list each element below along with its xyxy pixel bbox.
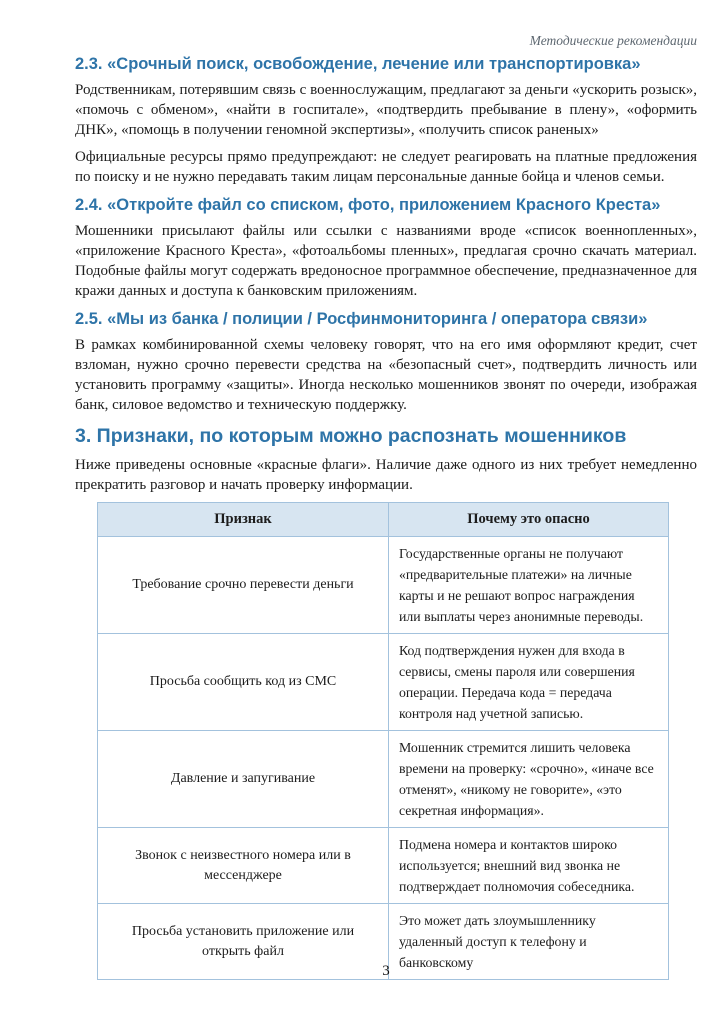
running-header-title: Методические рекомендации xyxy=(529,33,697,48)
table-row xyxy=(98,537,669,634)
table-cell-sign: Просьба установить приложение или открыть файл xyxy=(98,904,389,980)
table-header-row xyxy=(98,503,669,537)
table-row xyxy=(98,828,669,904)
section-2-3-paragraph-2: Официальные ресурсы прямо предупреждают: не следует реагировать на платные предложения по поиску и не нужно передавать таким лицам персональные данные бойца и членов семьи. xyxy=(75,149,697,185)
section-2-3-heading: 2.3. «Срочный поиск, освобождение, лечение или транспортировка» xyxy=(75,55,641,73)
table-cell-why: Код подтверждения нужен для входа в сервисы, смены пароля или совершения операции. Передача кода = передача контроля над учетной записью. xyxy=(389,634,669,731)
table-row xyxy=(98,731,669,828)
fraud-signs-table xyxy=(97,502,669,980)
section-3-intro-paragraph: Ниже приведены основные «красные флаги». Наличие даже одного из них требует немедленно прекратить разговор и начать проверку информации. xyxy=(75,457,697,493)
table-cell-sign: Звонок с неизвестного номера или в мессенджере xyxy=(98,828,389,904)
section-2-4-paragraph-1: Мошенники присылают файлы или ссылки с названиями вроде «список военнопленных», «приложение Красного Креста», «фотоальбомы пленных», предлагая срочно скачать материал. Подобные файлы могут содержать вредоносное программное обеспечение, предназначенное для кражи данных и доступа к банковским приложениям. xyxy=(75,223,697,299)
table-header-cell-why: Почему это опасно xyxy=(389,503,669,537)
table-cell-why: Государственные органы не получают «предварительные платежи» на личные карты и не решают вопрос награждения или выплаты через анонимные переводы. xyxy=(389,537,669,634)
table-cell-sign: Давление и запугивание xyxy=(98,731,389,828)
table-cell-why: Подмена номера и контактов широко используется; внешний вид звонка не подтверждает полномочия собеседника. xyxy=(389,828,669,904)
table-cell-sign: Просьба сообщить код из СМС xyxy=(98,634,389,731)
table-cell-sign: Требование срочно перевести деньги xyxy=(98,537,389,634)
table-header-cell-sign: Признак xyxy=(98,503,389,537)
section-3-heading: 3. Признаки, по которым можно распознать мошенников xyxy=(75,425,627,447)
section-2-5-heading: 2.5. «Мы из банка / полиции / Росфинмониторинга / оператора связи» xyxy=(75,310,648,328)
table-row xyxy=(98,634,669,731)
section-2-5-paragraph-1: В рамках комбинированной схемы человеку говорят, что на его имя оформляют кредит, счет взломан, нужно срочно перевести средства на «безопасный счет», подтвердить личность или установить программу «защиты». Иногда несколько мошенников звонят по очереди, изображая банк, силовое ведомство и техническую поддержку. xyxy=(75,337,697,413)
section-2-3-paragraph-1: Родственникам, потерявшим связь с военнослужащим, предлагают за деньги «ускорить розыск», «помочь с обменом», «найти в госпитале», «подтвердить пребывание в плену», «оформить ДНК», «помощь в получении геномной экспертизы», «получить список раненых» xyxy=(75,82,697,138)
page-number: 3 xyxy=(382,963,390,979)
table-cell-why: Это может дать злоумышленнику удаленный доступ к телефону и банковскому xyxy=(389,904,669,980)
table-cell-why: Мошенник стремится лишить человека времени на проверку: «срочно», «иначе все отменят», «никому не говорите», «это секретная информация». xyxy=(389,731,669,828)
section-2-4-heading: 2.4. «Откройте файл со списком, фото, приложением Красного Креста» xyxy=(75,196,661,214)
